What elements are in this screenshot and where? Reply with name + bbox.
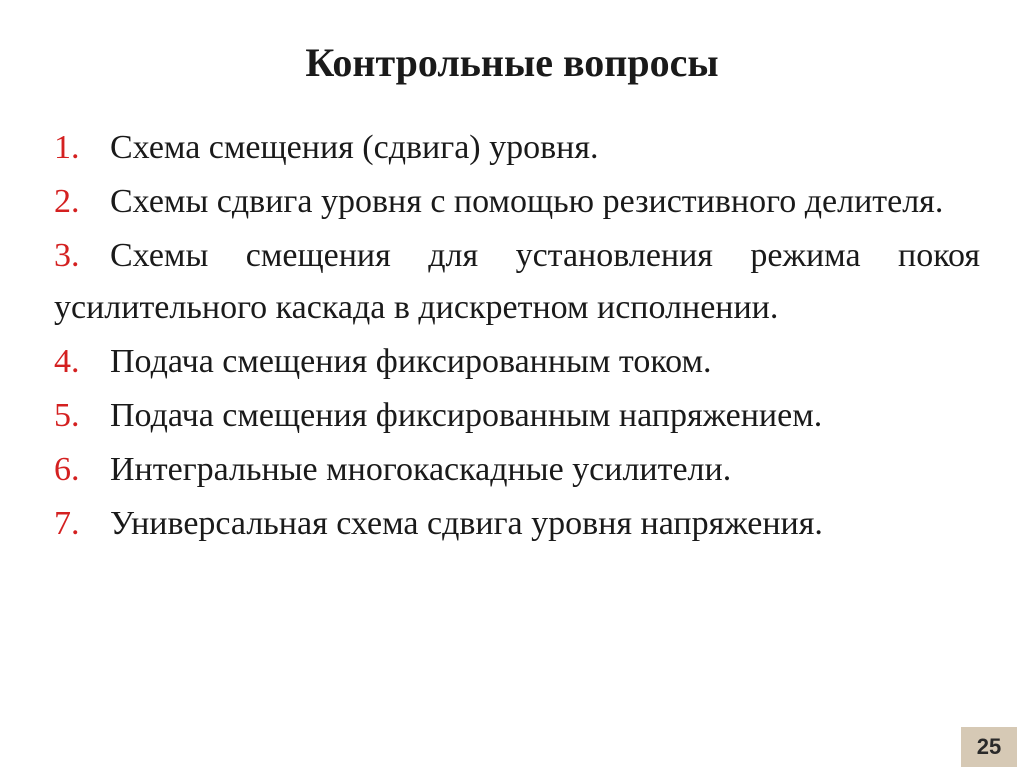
question-number: 5. [54,397,80,434]
question-number: 1. [54,129,80,166]
question-number: 7. [54,505,80,542]
question-item [54,122,980,174]
question-item [54,390,980,442]
slide-title: Контрольные вопросы [305,40,719,85]
question-text: Схемы сдвига уровня с помощью резистивного делителя. [110,183,944,220]
question-number: 2. [54,183,80,220]
question-item [54,176,980,228]
question-number: 3. [54,237,80,274]
question-text: Интегральные многокаскадные усилители. [110,451,732,488]
question-item [54,230,980,334]
question-text: Схемы смещения для установления режима покоя усилительного каскада в дискретном исполнении. [54,237,980,326]
question-text: Универсальная схема сдвига уровня напряжения. [110,505,823,542]
page-number-badge: 25 [961,727,1017,767]
question-item [54,444,980,496]
question-number: 4. [54,343,80,380]
question-number: 6. [54,451,80,488]
questions-list [54,122,980,552]
question-text: Подача смещения фиксированным током. [110,343,712,380]
question-item [54,498,980,550]
question-item [54,336,980,388]
question-text: Подача смещения фиксированным напряжением. [110,397,823,434]
question-text: Схема смещения (сдвига) уровня. [110,129,599,166]
